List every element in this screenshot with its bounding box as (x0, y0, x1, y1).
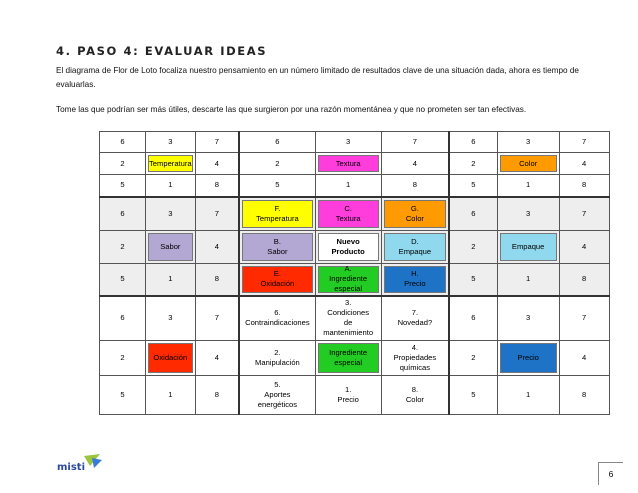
lotus-cell: H. Precio (381, 263, 449, 296)
lotus-cell: 5 (449, 376, 497, 415)
lotus-cell: 8 (381, 175, 449, 197)
lotus-cell: Precio (497, 341, 559, 376)
lotus-cell: F. Temperatura (239, 197, 315, 231)
lotus-cell: 5. Aportes energéticos (239, 376, 315, 415)
lotus-row (100, 197, 610, 231)
lotus-row (100, 153, 610, 175)
lotus-cell: 6 (449, 296, 497, 341)
lotus-cell: 3 (146, 296, 196, 341)
lotus-cell: 8 (559, 263, 609, 296)
lotus-row (100, 132, 610, 153)
lotus-cell: 5 (100, 175, 146, 197)
lotus-cell: 4. Propiedades químicas (381, 341, 449, 376)
lotus-cell: 4 (559, 341, 609, 376)
lotus-cell: 6 (100, 296, 146, 341)
lotus-cell: Sabor (146, 230, 196, 263)
lotus-cell: G. Color (381, 197, 449, 231)
lotus-cell: 1 (146, 263, 196, 296)
lotus-cell: 1 (497, 376, 559, 415)
lotus-cell: 6. Contraindicaciones (239, 296, 315, 341)
lotus-cell: 6 (239, 132, 315, 153)
lotus-cell: Textura (315, 153, 381, 175)
lotus-cell: 7 (559, 296, 609, 341)
lotus-cell: 4 (195, 341, 239, 376)
lotus-cell: 4 (559, 230, 609, 263)
lotus-cell: 2. Manipulación (239, 341, 315, 376)
lotus-cell: 6 (100, 132, 146, 153)
lotus-cell: 7. Novedad? (381, 296, 449, 341)
lotus-row (100, 341, 610, 376)
lotus-cell: 7 (195, 132, 239, 153)
lotus-cell: 3 (497, 132, 559, 153)
lotus-cell: D. Empaque (381, 230, 449, 263)
lotus-cell: 4 (381, 153, 449, 175)
lotus-cell: Nuevo Producto (315, 230, 381, 263)
lotus-diagram-table (99, 131, 610, 415)
lotus-cell: E. Oxidación (239, 263, 315, 296)
lotus-cell: 4 (195, 153, 239, 175)
lotus-cell: 1 (497, 263, 559, 296)
lotus-cell: C. Textura (315, 197, 381, 231)
lotus-cell: Oxidación (146, 341, 196, 376)
lotus-cell: 7 (559, 197, 609, 231)
lotus-cell: 3 (497, 296, 559, 341)
lotus-cell: 2 (449, 230, 497, 263)
lotus-cell: 8 (559, 175, 609, 197)
lotus-cell: 1 (146, 175, 196, 197)
lotus-row (100, 376, 610, 415)
lotus-cell: 6 (449, 132, 497, 153)
lotus-cell: Ingrediente especial (315, 341, 381, 376)
instruction-paragraph: Tome las que podrían ser más útiles, descarte las que surgieron por una razón momentánea y que no prometen ser tan efectivas. (56, 105, 527, 114)
lotus-cell: A. Ingrediente especial (315, 263, 381, 296)
lotus-cell: 2 (100, 230, 146, 263)
lotus-cell: 7 (195, 296, 239, 341)
lotus-cell: Color (497, 153, 559, 175)
lotus-cell: 4 (559, 153, 609, 175)
page-number: 6 (598, 462, 623, 485)
lotus-cell: 5 (100, 263, 146, 296)
lotus-cell: 1. Precio (315, 376, 381, 415)
lotus-cell: 3 (315, 132, 381, 153)
lotus-row (100, 263, 610, 296)
lotus-cell: 8 (195, 376, 239, 415)
lotus-cell: 2 (100, 153, 146, 175)
lotus-cell: 5 (449, 263, 497, 296)
lotus-cell: 7 (559, 132, 609, 153)
lotus-cell: 8. Color (381, 376, 449, 415)
lotus-cell: 3 (497, 197, 559, 231)
lotus-cell: Empaque (497, 230, 559, 263)
lotus-cell: 1 (146, 376, 196, 415)
intro-paragraph: El diagrama de Flor de Loto focaliza nuestro pensamiento en un número limitado de resultados clave de una situación dada, ahora es tiempo de evaluarlas. (56, 66, 579, 89)
lotus-cell: 2 (449, 153, 497, 175)
lotus-cell: 2 (449, 341, 497, 376)
lotus-cell: 3 (146, 197, 196, 231)
lotus-cell: 1 (497, 175, 559, 197)
svg-text:misti: misti (57, 462, 86, 473)
lotus-cell: 5 (239, 175, 315, 197)
lotus-cell: Temperatura (146, 153, 196, 175)
lotus-cell: 6 (449, 197, 497, 231)
lotus-cell: 4 (195, 230, 239, 263)
lotus-cell: 3 (146, 132, 196, 153)
lotus-row (100, 175, 610, 197)
lotus-cell: 8 (195, 263, 239, 296)
lotus-cell: 2 (100, 341, 146, 376)
lotus-row (100, 296, 610, 341)
lotus-cell: 2 (239, 153, 315, 175)
misti-logo (56, 452, 106, 474)
lotus-cell: 7 (381, 132, 449, 153)
lotus-cell: 1 (315, 175, 381, 197)
lotus-cell: 5 (100, 376, 146, 415)
lotus-cell: 8 (559, 376, 609, 415)
lotus-cell: B. Sabor (239, 230, 315, 263)
lotus-cell: 3. Condiciones de mantenimiento (315, 296, 381, 341)
page-heading: 4. PASO 4: EVALUAR IDEAS (56, 44, 268, 58)
lotus-cell: 7 (195, 197, 239, 231)
lotus-row (100, 230, 610, 263)
lotus-cell: 6 (100, 197, 146, 231)
lotus-cell: 5 (449, 175, 497, 197)
lotus-cell: 8 (195, 175, 239, 197)
